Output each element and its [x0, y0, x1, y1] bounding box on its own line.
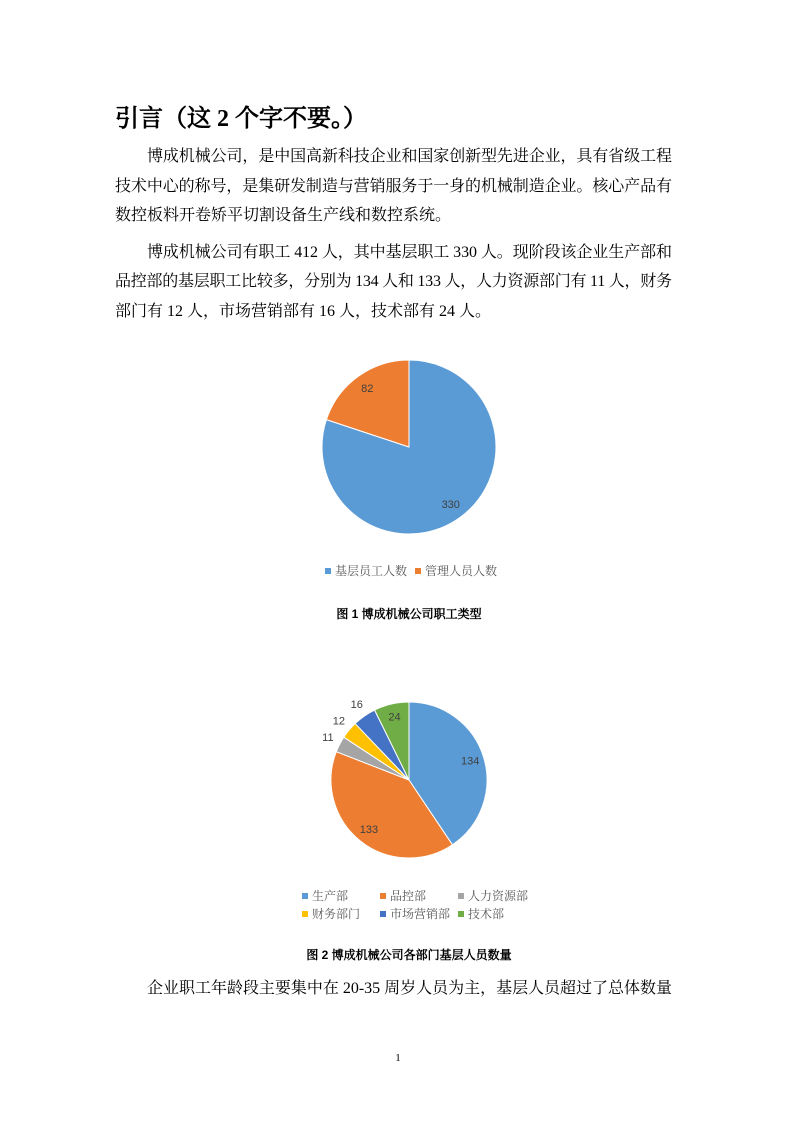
data-label-technology: 24 — [388, 711, 401, 724]
legend-swatch — [380, 893, 386, 899]
paragraph-line — [115, 201, 672, 231]
section-heading: 引言（这 2 个字不要。） — [115, 106, 367, 132]
line-text: 企业职工年龄段主要集中在 20-35 周岁人员为主，基层人员超过了总体数量 — [147, 979, 672, 997]
paragraph-age-groups — [115, 974, 672, 1004]
legend-item-management-staff — [415, 563, 497, 579]
legend-label: 财务部门 — [312, 907, 361, 921]
line-text: 品控部的基层职工比较多，分别为 134 人和 133 人，人力资源部门有 11 人，财务 — [115, 273, 672, 290]
paragraph-line — [115, 297, 672, 327]
line-text: 数控板料开卷矫平切割设备生产线和数控系统。 — [115, 207, 452, 224]
legend-label: 人力资源部 — [468, 889, 529, 903]
legend-swatch — [458, 911, 464, 917]
legend-swatch — [302, 893, 308, 899]
data-label-frontline-staff: 330 — [441, 498, 460, 511]
legend-label: 基层员工人数 — [334, 564, 407, 578]
paragraph-line — [115, 172, 672, 202]
line-text: 博成机械公司，是中国高新科技企业和国家创新型先进企业，具有省级工程 — [147, 148, 672, 165]
paragraph-company-intro — [115, 142, 672, 231]
data-label-human-resources: 11 — [322, 732, 334, 745]
paragraph-line — [115, 267, 672, 297]
legend-item-marketing — [380, 905, 458, 923]
legend-label: 生产部 — [312, 889, 349, 903]
legend-item-frontline-staff — [325, 563, 407, 579]
line-text: 博成机械公司有职工 412 人，其中基层职工 330 人。现阶段该企业生产部和 — [147, 243, 672, 261]
figure-caption-2: 图 2 博成机械公司各部门基层人员数量 — [306, 948, 512, 962]
paragraph-line — [115, 238, 672, 268]
page-number: 1 — [395, 1052, 401, 1064]
data-label-marketing: 16 — [350, 699, 363, 712]
pie-chart-staff-type — [0, 340, 793, 555]
legend-label: 品控部 — [390, 889, 427, 903]
line-text: 技术中心的称号，是集研发制造与营销服务于一身的机械制造企业。核心产品有 — [115, 177, 672, 195]
legend-swatch — [380, 911, 386, 917]
pie-chart-department-staff — [0, 680, 793, 880]
legend-item-finance — [302, 905, 380, 923]
legend-label: 管理人员人数 — [425, 564, 498, 578]
legend-swatch — [415, 568, 421, 574]
legend-item-technology — [458, 905, 536, 923]
paragraph-staff-counts — [115, 238, 672, 327]
data-label-quality-control: 133 — [359, 823, 379, 836]
paragraph-line — [115, 142, 672, 172]
line-text: 部门有 12 人，市场营销部有 16 人，技术部有 24 人。 — [115, 302, 492, 320]
legend-swatch — [458, 893, 464, 899]
figure-caption-1: 图 1 博成机械公司职工类型 — [336, 607, 482, 621]
legend-item-human-resources — [458, 887, 536, 905]
legend-item-production — [302, 887, 380, 905]
legend-swatch — [302, 911, 308, 917]
data-label-management-staff: 82 — [361, 383, 374, 396]
legend-label: 市场营销部 — [390, 907, 451, 921]
legend-item-quality-control — [380, 887, 458, 905]
data-label-production: 134 — [461, 755, 480, 768]
legend-swatch — [325, 568, 331, 574]
legend-label: 技术部 — [468, 907, 505, 921]
paragraph-line — [115, 974, 672, 1004]
chart-legend-staff-type — [311, 563, 511, 579]
data-label-finance: 12 — [332, 715, 346, 728]
chart-legend-departments — [302, 887, 536, 923]
